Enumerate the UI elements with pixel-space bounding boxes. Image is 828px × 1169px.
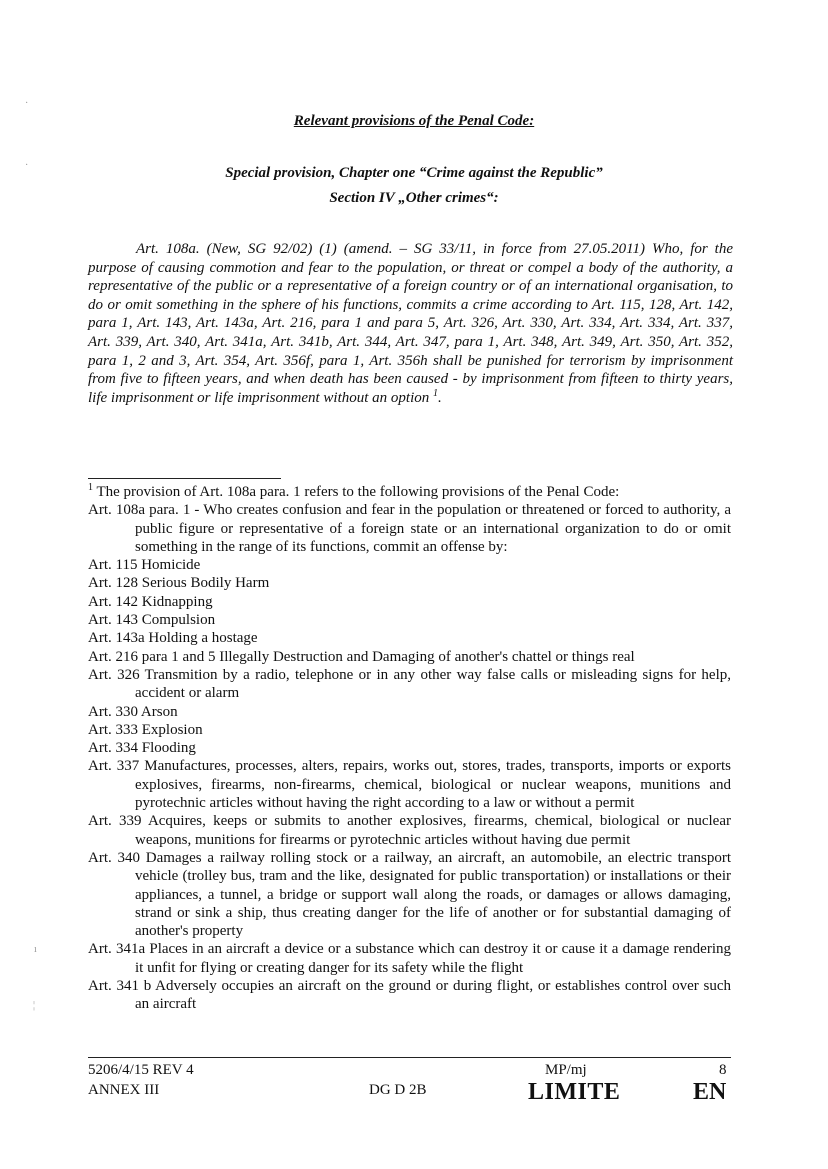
language-code: EN	[693, 1079, 727, 1105]
directorate-code: DG D 2B	[369, 1082, 427, 1098]
scan-speck: ·	[25, 160, 29, 171]
footnote-item: Art. 337 Manufactures, processes, alters, repairs, works out, stores, trades, transports, imports or exports explosives, firearms, non-firearms, chemical, biological or nuclear weapons, munitions and pyrotechnic articles without having the right according to a law or without a permit	[88, 758, 731, 812]
footnote-item: Art. 143a Holding a hostage	[88, 630, 258, 647]
footnote-separator	[88, 478, 281, 479]
heading-text: Relevant provisions of the Penal Code:	[293, 113, 535, 129]
footnote-item: Art. 128 Serious Bodily Harm	[88, 575, 270, 592]
footnote-reference[interactable]: 1	[433, 387, 438, 399]
page-heading	[0, 111, 828, 131]
scan-speck: ı	[34, 944, 37, 955]
footnote-item: Art. 341 b Adversely occupies an aircraft on the ground or during flight, or establishes control over such an aircraft	[88, 978, 731, 1013]
page-number: 8	[719, 1062, 727, 1078]
footnote-item: Art. 108a para. 1 - Who creates confusion and fear in the population or threatened or forced to authority, a public figure or representative of a foreign state or an international organization to do or omit something in the range of its functions, commit an offense by:	[88, 502, 731, 555]
footnote-item: Art. 326 Transmition by a radio, telephone or in any other way false calls or misleading signs for help, accident or alarm	[88, 666, 731, 702]
scan-speck: ¦	[33, 1000, 36, 1011]
footnote-item: Art. 340 Damages a railway rolling stock or a railway, an aircraft, an automobile, an electric transport vehicle (trolley bus, tram and the like, designated for public transportation) or installations or their appliances, a tunnel, a bridge or support wall along the roads, or damages or allows damaging, strand or sink a ship, thus creating danger for the life of another or for substantial damaging of another's property	[88, 849, 731, 940]
classification-mark: LIMITE	[528, 1079, 621, 1105]
chapter-subheading: Special provision, Chapter one “Crime against the Republic”	[225, 165, 603, 181]
footnote-item: Art. 334 Flooding	[88, 740, 196, 757]
footnote-item: Art. 115 Homicide	[88, 557, 201, 574]
footnote-item: Art. 339 Acquires, keeps or submits to another explosives, firearms, chemical, biological or nuclear weapons, munitions for firearms or pyrotechnic articles without having due permit	[88, 813, 731, 848]
annex-label: ANNEX III	[88, 1082, 160, 1098]
article-108a-paragraph: Art. 108a. (New, SG 92/02) (1) (amend. – SG 33/11, in force from 27.05.2011) Who, for the purpose of causing commotion and fear to the population, or threat or compel a body of the authority, a representative of the public or a representative of a foreign country or of an international organisation, to do or omit something in the sphere of his functions, commits a crime according to Art. 115, 128, Art. 142, para 1, Art. 143, Art. 143a, Art. 216, para 1 and para 5, Art. 326, Art. 330, Art. 334, Art. 334, Art. 337, Art. 339, Art. 340, Art. 341a, Art. 341b, Art. 344, Art. 347, para 1, Art. 348, Art. 349, Art. 350, Art. 352, para 1, 2 and 3, Art. 354, Art. 356f, para 1, Art. 356h shall be punished for terrorism by imprisonment from five to fifteen years, and when death has been caused - by imprisonment from fifteen to thirty years, life imprisonment or life imprisonment without an option $^1$.	[88, 241, 733, 406]
article-text: Art. 108a. (New, SG 92/02) (1) (amend. – SG 33/11, in force from 27.05.2011) Who, for the purpose of causing commotion and fear to the population, or threat or compel a body of the authority, a representative of the public or a representative of a foreign country or of an international organisation, to do or omit something in the sphere of his functions, commits a crime according to Art. 115, 128, Art. 142, para 1, Art. 143, Art. 143a, Art. 216, para 1 and para 5, Art. 326, Art. 330, Art. 334, Art. 334, Art. 337, Art. 339, Art. 340, Art. 341a, Art. 341b, Art. 344, Art. 347, para 1, Art. 348, Art. 349, Art. 350, Art. 352, para 1, 2 and 3, Art. 354, Art. 356f, para 1, Art. 356h shall be punished for terrorism by imprisonment from five to fifteen years, and when death has been caused - by imprisonment from fifteen to thirty years, life imprisonment or life imprisonment without an option	[88, 241, 733, 406]
doc-reference: 5206/4/15 REV 4	[88, 1062, 194, 1078]
footnote-item: Art. 143 Compulsion	[88, 612, 216, 629]
footnote-block	[88, 483, 731, 1014]
footnote-item: Art. 142 Kidnapping	[88, 593, 213, 610]
footnote-item: Art. 333 Explosion	[88, 721, 203, 738]
scan-speck: ·	[25, 98, 29, 109]
footnote-intro-text: The provision of Art. 108a para. 1 refers to the following provisions of the Penal Code:	[96, 484, 620, 500]
footnote-marker: 1	[88, 482, 93, 493]
section-subheading: Section IV „Other crimes“:	[329, 190, 499, 206]
author-initials: MP/mj	[545, 1062, 587, 1078]
footer-separator	[88, 1057, 731, 1058]
footnote-intro	[88, 483, 731, 501]
footnote-item: Art. 341a Places in an aircraft a device or a substance which can destroy it or cause it a damage rendering it unfit for flying or creating danger for its safety while the flight	[88, 941, 731, 976]
footnote-item: Art. 216 para 1 and 5 Illegally Destruction and Damaging of another's chattel or things real	[88, 648, 635, 665]
footnote-item: Art. 330 Arson	[88, 703, 178, 720]
